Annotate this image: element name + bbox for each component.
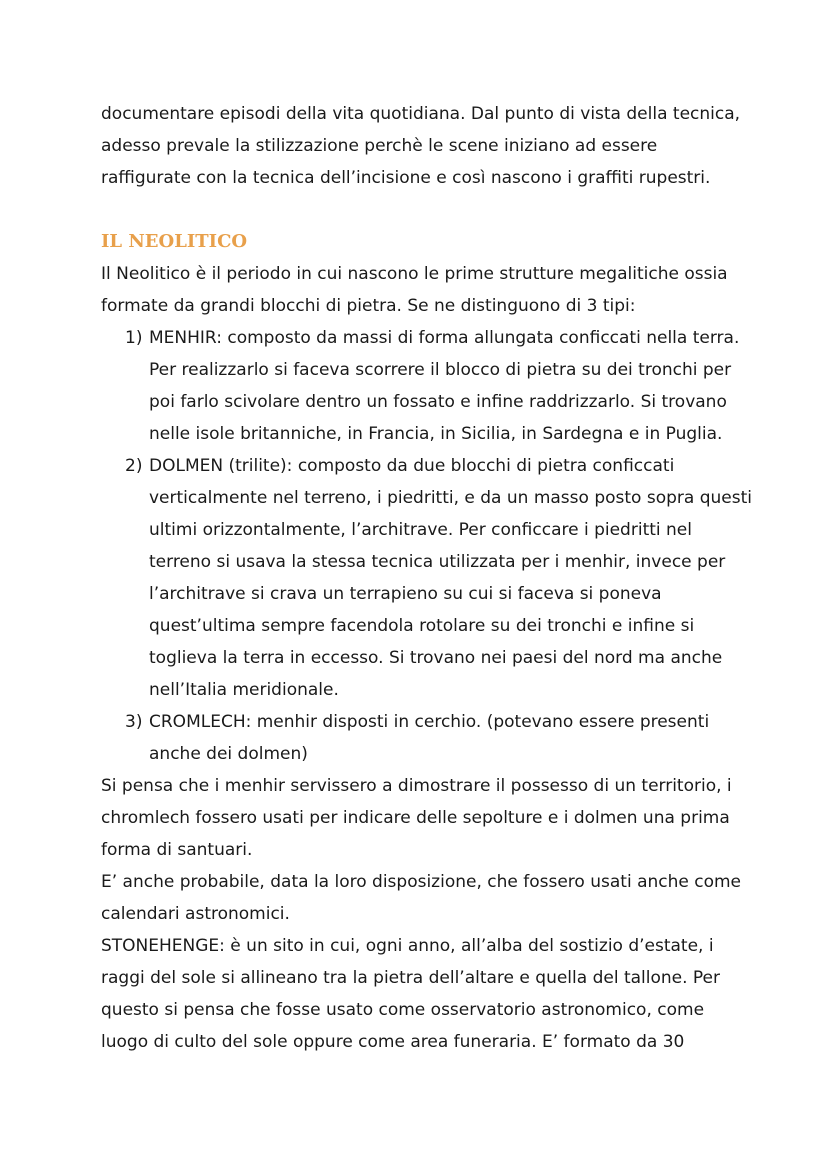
paragraph-line: chromlech fossero usati per indicare delle sepolture e i dolmen una prima bbox=[101, 808, 730, 828]
section-heading: IL NEOLITICO bbox=[101, 231, 248, 252]
paragraph-line: questo si pensa che fosse usato come osservatorio astronomico, come bbox=[101, 1000, 705, 1020]
paragraph-line: formate da grandi blocchi di pietra. Se ne distinguono di 3 tipi: bbox=[101, 296, 636, 316]
list-line: DOLMEN (trilite): composto da due blocchi di pietra conficcati bbox=[149, 456, 675, 476]
paragraph-line: Il Neolitico è il periodo in cui nascono le prime strutture megalitiche ossia bbox=[101, 264, 728, 284]
list-line: MENHIR: composto da massi di forma allungata conficcati nella terra. bbox=[149, 328, 740, 348]
list-number: 2) bbox=[125, 456, 143, 476]
list-line: nell’Italia meridionale. bbox=[149, 680, 339, 700]
list-item-menhir bbox=[101, 322, 741, 450]
list-line: l’architrave si crava un terrapieno su cui si faceva si poneva bbox=[149, 584, 662, 604]
list-number: 1) bbox=[125, 328, 143, 348]
list-line: CROMLECH: menhir disposti in cerchio. (potevano essere presenti bbox=[149, 712, 710, 732]
list-item-dolmen bbox=[101, 450, 752, 706]
intro-paragraph bbox=[101, 98, 741, 194]
megalith-list bbox=[101, 322, 752, 770]
list-line: quest’ultima sempre facendola rotolare su dei tronchi e infine si bbox=[149, 616, 695, 636]
list-line: terreno si usava la stessa tecnica utilizzata per i menhir, invece per bbox=[149, 552, 726, 572]
paragraph-line: calendari astronomici. bbox=[101, 904, 290, 924]
neolitico-paragraph bbox=[101, 258, 741, 322]
list-line: anche dei dolmen) bbox=[149, 744, 308, 764]
paragraph-line: STONEHENGE: è un sito in cui, ogni anno, all’alba del sostizio d’estate, i bbox=[101, 936, 714, 956]
list-line: Per realizzarlo si faceva scorrere il blocco di pietra su dei tronchi per bbox=[149, 360, 732, 380]
paragraph-line: raggi del sole si allineano tra la pietra dell’altare e quella del tallone. Per bbox=[101, 968, 721, 988]
conclusion-paragraph bbox=[101, 770, 741, 1058]
document-body bbox=[101, 98, 752, 1058]
paragraph-line: Si pensa che i menhir servissero a dimostrare il possesso di un territorio, i bbox=[101, 776, 732, 796]
paragraph-line: luogo di culto del sole oppure come area funeraria. E’ formato da 30 bbox=[101, 1032, 685, 1052]
paragraph-line: E’ anche probabile, data la loro disposizione, che fossero usati anche come bbox=[101, 872, 742, 892]
list-line: toglieva la terra in eccesso. Si trovano nei paesi del nord ma anche bbox=[149, 648, 723, 668]
list-line: poi farlo scivolare dentro un fossato e infine raddrizzarlo. Si trovano bbox=[149, 392, 727, 412]
intro-line: adesso prevale la stilizzazione perchè le scene iniziano ad essere bbox=[101, 136, 658, 156]
paragraph-line: forma di santuari. bbox=[101, 840, 253, 860]
list-item-cromlech bbox=[101, 706, 741, 770]
list-line: nelle isole britanniche, in Francia, in Sicilia, in Sardegna e in Puglia. bbox=[149, 424, 723, 444]
list-line: ultimi orizzontalmente, l’architrave. Per conficcare i piedritti nel bbox=[149, 520, 692, 540]
intro-line: raffigurate con la tecnica dell’incisione e così nascono i graffiti rupestri. bbox=[101, 168, 711, 188]
list-line: verticalmente nel terreno, i piedritti, e da un masso posto sopra questi bbox=[149, 488, 752, 508]
list-number: 3) bbox=[125, 712, 143, 732]
intro-line: documentare episodi della vita quotidiana. Dal punto di vista della tecnica, bbox=[101, 104, 741, 124]
